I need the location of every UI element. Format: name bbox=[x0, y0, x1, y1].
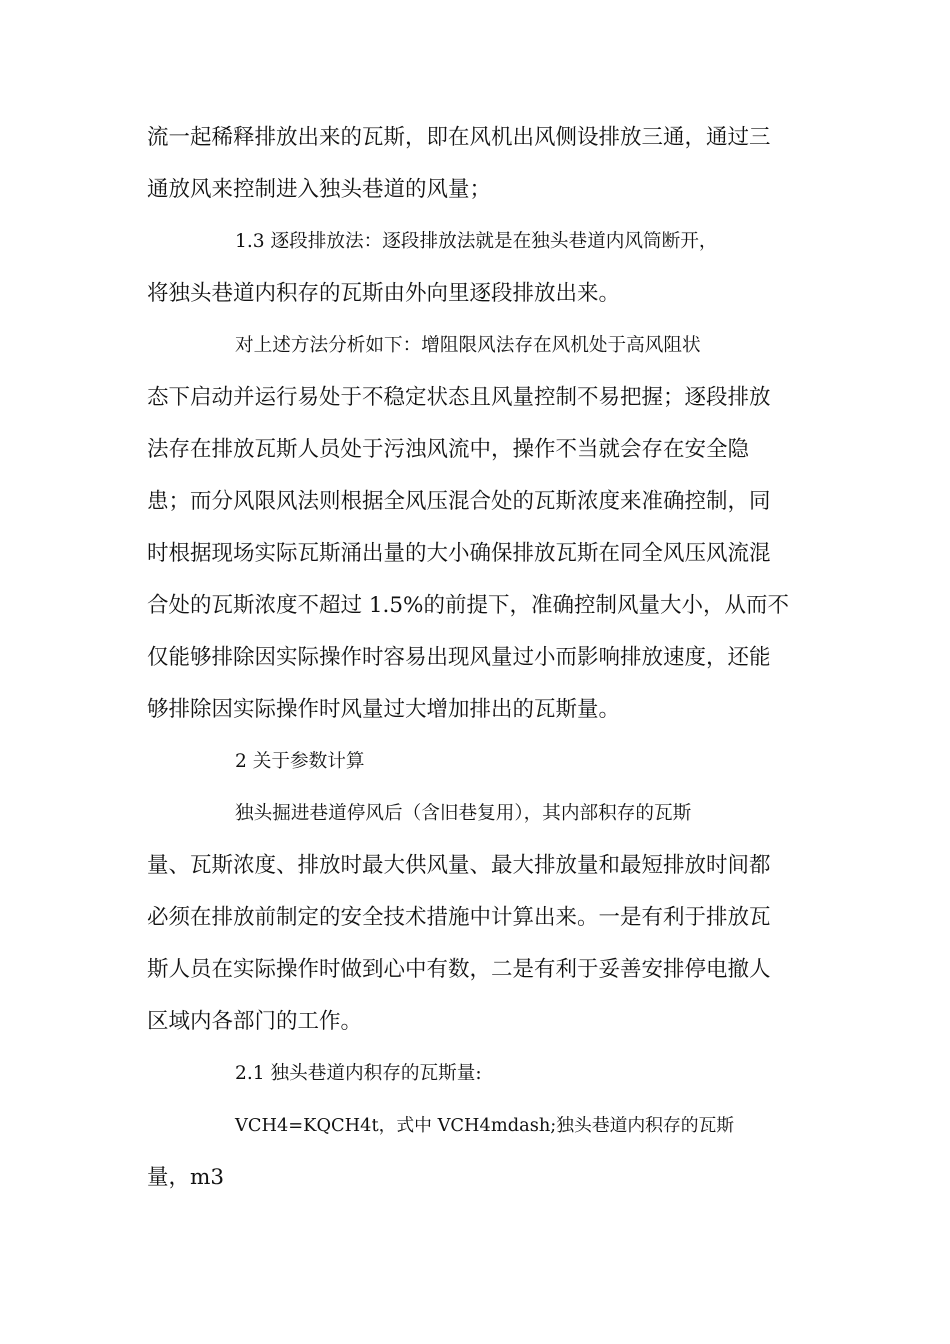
text-line-15 bbox=[147, 840, 807, 892]
text-line: 对上述方法分析如下：增阻限风法存在风机处于高风阻状 bbox=[235, 335, 701, 356]
text-line-11 bbox=[147, 632, 807, 684]
text-line-10 bbox=[147, 580, 807, 632]
text-line-8 bbox=[147, 476, 807, 528]
text-line-17 bbox=[147, 944, 807, 996]
document-body bbox=[147, 112, 807, 1204]
text-line-1 bbox=[147, 112, 807, 164]
text-line-4 bbox=[147, 268, 807, 320]
text-line: 区域内各部门的工作。 bbox=[147, 1009, 363, 1034]
text-line: 2.1 独头巷道内积存的瓦斯量: bbox=[235, 1063, 482, 1084]
text-line-14 bbox=[147, 788, 807, 840]
text-line: 态下启动并运行易处于不稳定状态且风量控制不易把握；逐段排放 bbox=[147, 385, 771, 410]
text-line-12 bbox=[147, 684, 807, 736]
text-line: 通放风来控制进入独头巷道的风量； bbox=[147, 177, 492, 202]
text-line: 仅能够排除因实际操作时容易出现风量过小而影响排放速度，还能 bbox=[147, 645, 771, 670]
text-line: 够排除因实际操作时风量过大增加排出的瓦斯量。 bbox=[147, 697, 621, 722]
text-line: 量、瓦斯浓度、排放时最大供风量、最大排放量和最短排放时间都 bbox=[147, 853, 771, 878]
text-line-16 bbox=[147, 892, 807, 944]
text-line: 法存在排放瓦斯人员处于污浊风流中，操作不当就会存在安全隐 bbox=[147, 437, 750, 462]
text-line: 独头掘进巷道停风后（含旧巷复用），其内部积存的瓦斯 bbox=[235, 803, 692, 824]
text-line: VCH4=KQCH4t，式中 VCH4mdash;独头巷道内积存的瓦斯 bbox=[235, 1115, 735, 1136]
text-line: 1.3 逐段排放法：逐段排放法就是在独头巷道内风筒断开， bbox=[235, 231, 718, 252]
section-heading bbox=[147, 736, 807, 788]
text-line: 时根据现场实际瓦斯涌出量的大小确保排放瓦斯在同全风压风流混 bbox=[147, 541, 771, 566]
text-line: 2 关于参数计算 bbox=[235, 751, 365, 772]
text-line: 流一起稀释排放出来的瓦斯，即在风机出风侧设排放三通，通过三 bbox=[147, 125, 771, 150]
formula-line bbox=[147, 1100, 807, 1152]
text-line: 量，m3 bbox=[147, 1165, 225, 1190]
text-line: 斯人员在实际操作时做到心中有数，二是有利于妥善安排停电撤人 bbox=[147, 957, 771, 982]
subsection-heading bbox=[147, 1048, 807, 1100]
text-line: 合处的瓦斯浓度不超过 1.5%的前提下，准确控制风量大小，从而不 bbox=[147, 593, 789, 618]
text-line-2 bbox=[147, 164, 807, 216]
text-line-3 bbox=[147, 216, 807, 268]
text-line-6 bbox=[147, 372, 807, 424]
text-line-7 bbox=[147, 424, 807, 476]
text-line-18 bbox=[147, 996, 807, 1048]
text-line-21 bbox=[147, 1152, 807, 1204]
text-line: 患；而分风限风法则根据全风压混合处的瓦斯浓度来准确控制，同 bbox=[147, 489, 771, 514]
text-line-9 bbox=[147, 528, 807, 580]
text-line: 将独头巷道内积存的瓦斯由外向里逐段排放出来。 bbox=[147, 281, 621, 306]
text-line: 必须在排放前制定的安全技术措施中计算出来。一是有利于排放瓦 bbox=[147, 905, 771, 930]
text-line-5 bbox=[147, 320, 807, 372]
